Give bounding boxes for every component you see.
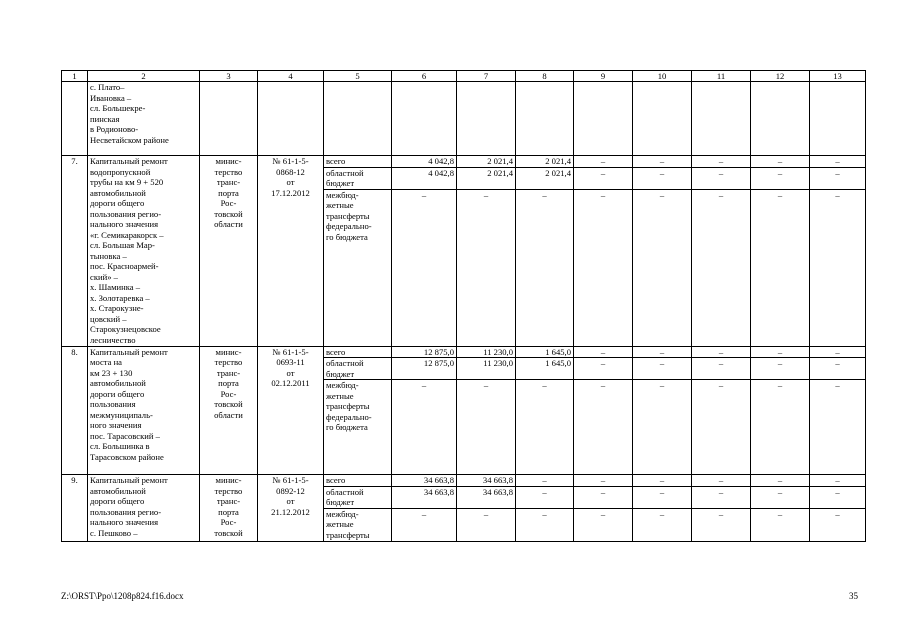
col-header: 9 (574, 71, 633, 82)
col-header: 13 (810, 71, 866, 82)
value-cell: 34 663,8 (457, 486, 516, 508)
col-header: 3 (200, 71, 258, 82)
col-header: 7 (457, 71, 516, 82)
value-cell: 1 645,0 (516, 358, 574, 380)
value-cell: – (633, 508, 692, 541)
value-cell: – (574, 358, 633, 380)
budget-table (61, 70, 866, 542)
value-cell: – (457, 508, 516, 541)
funding-source: областной бюджет (324, 486, 392, 508)
value-cell: – (516, 380, 574, 475)
value-cell: – (810, 156, 866, 168)
customer: минис- терство транс- порта Рос- товской области (200, 346, 258, 475)
funding-source: межбюд- жетные трансферты федерально- го бюджета (324, 189, 392, 346)
object-description: Капитальный ремонт водопропускной трубы на км 9 + 520 автомобильной дороги общего пользования регио- нального значения «г. Семикаракорск – сл. Большая Мар- тыновка – пос. Красноармей- ский» – х. Шаминка – х. Золотаревка – х. Старокузне- цовский – Старокузнецовское лесничество (88, 156, 200, 347)
col-header: 4 (258, 71, 324, 82)
value-cell: – (810, 358, 866, 380)
value-cell: – (810, 475, 866, 487)
col-header: 2 (88, 71, 200, 82)
value-cell: – (810, 380, 866, 475)
value-cell: – (633, 486, 692, 508)
value-cell: – (574, 475, 633, 487)
value-cell: 2 021,4 (457, 167, 516, 189)
value-cell: – (751, 380, 810, 475)
page-number: 35 (849, 591, 858, 601)
value-cell: – (810, 508, 866, 541)
col-header: 1 (62, 71, 88, 82)
value-cell: 2 021,4 (457, 156, 516, 168)
value-cell: – (751, 486, 810, 508)
value-cell: 2 021,4 (516, 156, 574, 168)
value-cell: – (810, 189, 866, 346)
value-cell: – (633, 156, 692, 168)
value-cell: 1 645,0 (516, 346, 574, 358)
col-header: 6 (392, 71, 457, 82)
value-cell: – (516, 475, 574, 487)
value-cell: 12 875,0 (392, 346, 457, 358)
col-header: 5 (324, 71, 392, 82)
value-cell: – (633, 475, 692, 487)
value-cell: – (392, 380, 457, 475)
object-description: Капитальный ремонт автомобильной дороги общего пользования регио- нального значения с. Пешково – (88, 475, 200, 542)
row-number: 8. (62, 346, 88, 475)
object-description: Капитальный ремонт моста на км 23 + 130 автомобильной дороги общего пользования межмуниципаль- ного значения пос. Тарасовский – сл. Большинка в Тарасовском районе (88, 346, 200, 475)
value-cell: – (751, 189, 810, 346)
value-cell: – (751, 475, 810, 487)
table-row (62, 156, 866, 168)
value-cell: – (516, 486, 574, 508)
value-cell: – (457, 189, 516, 346)
value-cell: – (633, 346, 692, 358)
value-cell: – (574, 346, 633, 358)
value-cell: – (751, 346, 810, 358)
value-cell: – (574, 189, 633, 346)
file-path: Z:\ORST\Ppo\1208p824.f16.docx (61, 591, 184, 601)
funding-source: всего (324, 156, 392, 168)
value-cell: 11 230,0 (457, 346, 516, 358)
value-cell: – (574, 508, 633, 541)
document-number: № 61-1-5- 0868-12 от 17.12.2012 (258, 156, 324, 347)
customer: минис- терство транс- порта Рос- товской области (200, 156, 258, 347)
table-row (62, 475, 866, 487)
row-number: 7. (62, 156, 88, 347)
value-cell: – (392, 508, 457, 541)
row-number: 9. (62, 475, 88, 542)
funding-source: межбюд- жетные трансферты (324, 508, 392, 541)
value-cell: 34 663,8 (457, 475, 516, 487)
value-cell: – (574, 156, 633, 168)
value-cell: 2 021,4 (516, 167, 574, 189)
value-cell: – (516, 508, 574, 541)
value-cell: – (574, 167, 633, 189)
funding-source: областной бюджет (324, 358, 392, 380)
value-cell: – (633, 167, 692, 189)
col-header: 12 (751, 71, 810, 82)
document-number: № 61-1-5- 0693-11 от 02.12.2011 (258, 346, 324, 475)
value-cell: – (633, 358, 692, 380)
col-header: 11 (692, 71, 751, 82)
value-cell: – (574, 486, 633, 508)
funding-source: всего (324, 346, 392, 358)
value-cell: 12 875,0 (392, 358, 457, 380)
funding-source: областной бюджет (324, 167, 392, 189)
value-cell: – (692, 475, 751, 487)
object-description: с. Плато– Ивановка – сл. Большекре- пинская в Родионово- Несветайском районе (88, 82, 200, 156)
col-header: 8 (516, 71, 574, 82)
value-cell: – (392, 189, 457, 346)
value-cell: – (692, 486, 751, 508)
funding-source: межбюд- жетные трансферты федерально- го бюджета (324, 380, 392, 475)
value-cell: – (692, 167, 751, 189)
value-cell: – (810, 167, 866, 189)
value-cell: – (751, 167, 810, 189)
value-cell: – (692, 189, 751, 346)
value-cell: – (633, 380, 692, 475)
value-cell: – (810, 346, 866, 358)
value-cell: – (692, 358, 751, 380)
value-cell: – (751, 508, 810, 541)
value-cell: – (692, 508, 751, 541)
value-cell: – (692, 156, 751, 168)
value-cell: 4 042,8 (392, 167, 457, 189)
header-row (62, 71, 866, 82)
document-number: № 61-1-5- 0892-12 от 21.12.2012 (258, 475, 324, 542)
value-cell: – (751, 358, 810, 380)
value-cell: 34 663,8 (392, 486, 457, 508)
value-cell: – (516, 189, 574, 346)
value-cell: – (457, 380, 516, 475)
value-cell: – (633, 189, 692, 346)
value-cell: – (751, 156, 810, 168)
value-cell: 34 663,8 (392, 475, 457, 487)
value-cell: – (692, 346, 751, 358)
customer: минис- терство транс- порта Рос- товской (200, 475, 258, 542)
continuation-row (62, 82, 866, 156)
value-cell: – (692, 380, 751, 475)
value-cell: – (810, 486, 866, 508)
table-row (62, 346, 866, 358)
col-header: 10 (633, 71, 692, 82)
value-cell: 4 042,8 (392, 156, 457, 168)
value-cell: 11 230,0 (457, 358, 516, 380)
value-cell: – (574, 380, 633, 475)
funding-source: всего (324, 475, 392, 487)
